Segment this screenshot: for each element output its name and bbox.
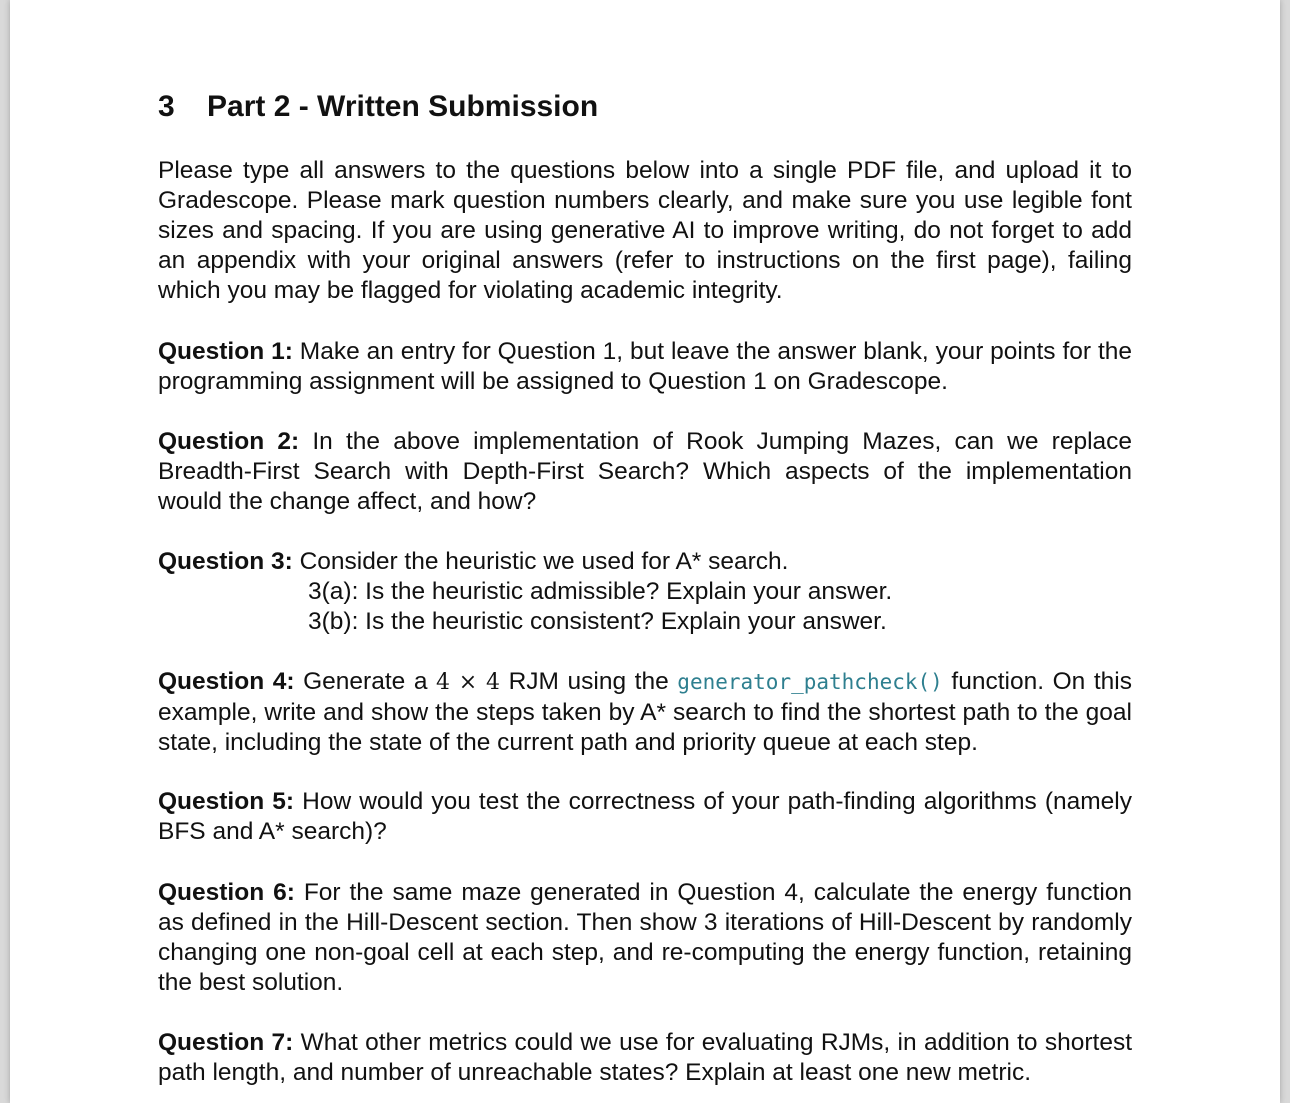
- section-heading: [158, 89, 598, 125]
- question-4-text-mid: RJM using the: [508, 668, 669, 695]
- section-number: 3: [158, 90, 175, 123]
- document-page: [10, 0, 1280, 1103]
- question-2-text: In the above implementation of Rook Jumping Mazes, can we replace Breadth-First Search with Depth-First Search? Which aspects of the implementation would the change affect, and how?: [158, 428, 1133, 515]
- question-7: [158, 1028, 1132, 1088]
- question-4-label: Question 4:: [158, 668, 295, 695]
- question-7-text: What other metrics could we use for evaluating RJMs, in addition to shortest path length, and number of unreachable states? Explain at least one new metric.: [158, 1029, 1132, 1086]
- question-6-label: Question 6:: [158, 879, 295, 906]
- question-4-text-after: function. On this example, write and show the steps taken by A* search to find the shortest path to the goal state, including the state of the current path and priority queue at each step.: [158, 668, 1132, 756]
- question-2-label: Question 2:: [158, 428, 300, 455]
- question-4: [158, 667, 1132, 758]
- question-6-text: For the same maze generated in Question 4, calculate the energy function as defined in the Hill-Descent section. Then show 3 iterations of Hill-Descent by randomly changing one non-goal cell at each step, and re-computing the energy function, retaining the best solution.: [158, 879, 1133, 996]
- question-4-text-before: Generate a: [303, 668, 428, 695]
- intro-paragraph: Please type all answers to the questions below into a single PDF file, and upload it to Gradescope. Please mark question numbers clearly, and make sure you use legible font sizes and spacing. If you are using generative AI to improve writing, do not forget to add an appendix with your original answers (refer to instructions on the first page), failing which you may be flagged for violating academic integrity.: [158, 157, 1132, 304]
- question-5: [158, 787, 1132, 847]
- question-3-text: Consider the heuristic we used for A* search.: [299, 548, 789, 575]
- question-3-label: Question 3:: [158, 548, 293, 575]
- question-1-text: Make an entry for Question 1, but leave the answer blank, your points for the programming assignment will be assigned to Question 1 on Gradescope.: [158, 338, 1132, 395]
- question-2: [158, 427, 1132, 517]
- question-1-label: Question 1:: [158, 338, 293, 365]
- question-3b: 3(b): Is the heuristic consistent? Explain your answer.: [308, 608, 887, 635]
- question-3: [158, 547, 1132, 637]
- question-4-code: generator_pathcheck(): [677, 670, 943, 694]
- question-7-label: Question 7:: [158, 1029, 294, 1056]
- question-3a: 3(a): Is the heuristic admissible? Explain your answer.: [308, 578, 893, 605]
- section-title: Part 2 - Written Submission: [207, 90, 599, 123]
- question-5-text: How would you test the correctness of your path-finding algorithms (namely BFS and A* search)?: [158, 788, 1132, 845]
- question-1: [158, 337, 1132, 397]
- question-4-math: 4 × 4: [436, 670, 500, 695]
- question-6: [158, 878, 1132, 998]
- question-5-label: Question 5:: [158, 788, 295, 815]
